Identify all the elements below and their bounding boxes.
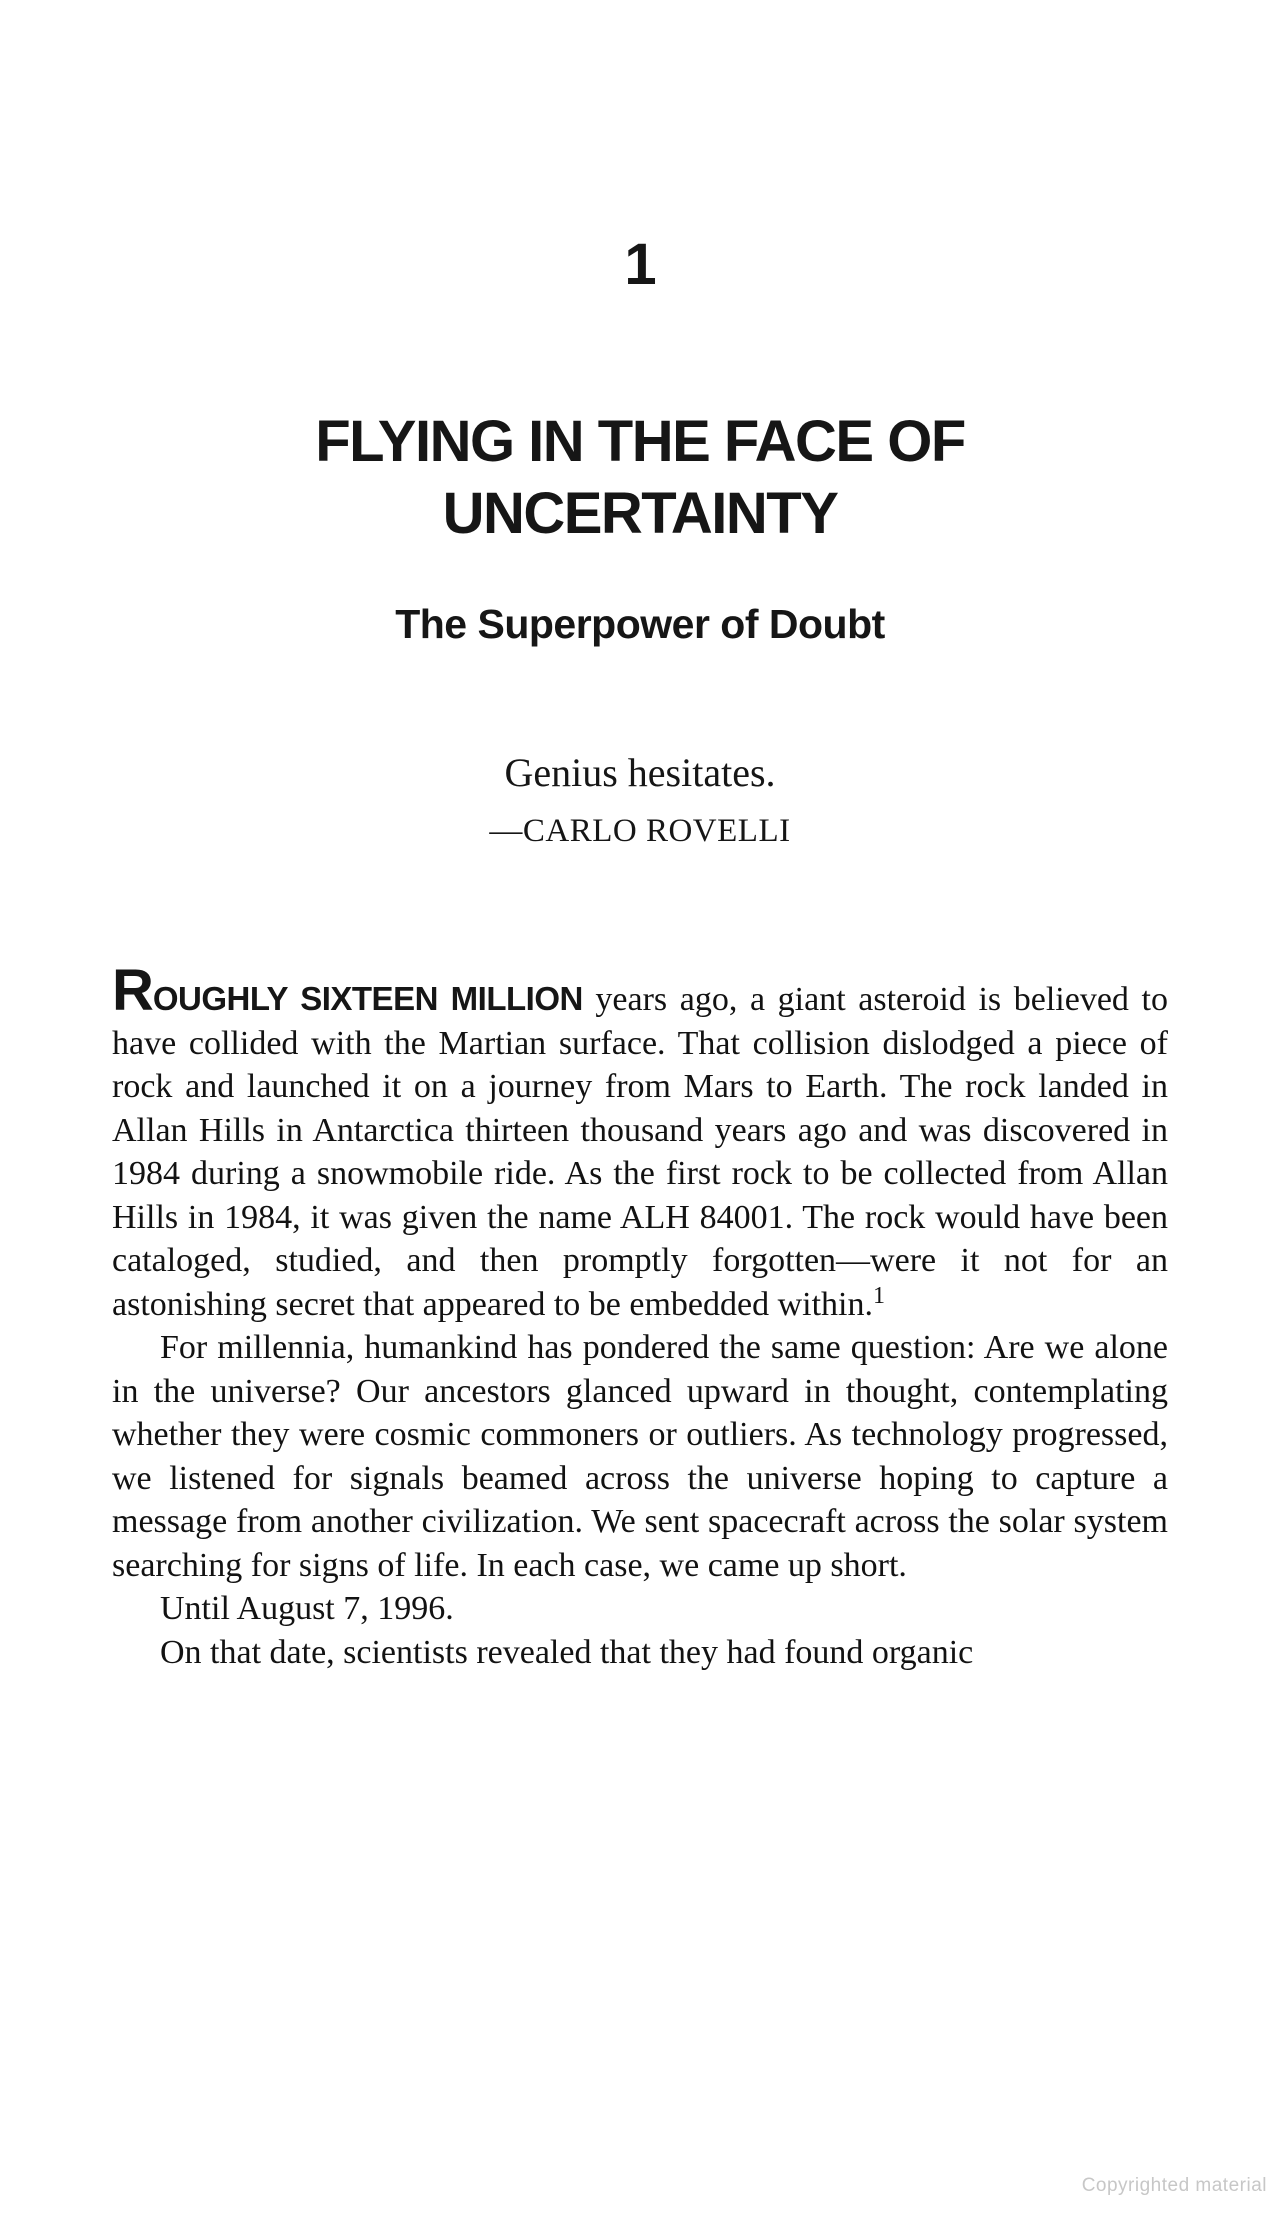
epigraph-attribution: —CARLO ROVELLI [489, 813, 791, 849]
copyright-notice: Copyrighted material [1081, 2175, 1267, 2196]
chapter-title-line-1: FLYING IN THE FACE OF [315, 409, 965, 474]
page-content [112, 232, 1168, 1674]
body-paragraph-4: On that date, scientists revealed that they had found organic [160, 1633, 974, 1671]
chapter-subtitle: The Superpower of Doubt [395, 601, 885, 647]
lead-caps: OUGHLY SIXTEEN MILLION [152, 980, 583, 1017]
body-paragraph-3: Until August 7, 1996. [160, 1590, 454, 1627]
body-paragraph-1 [112, 958, 1168, 1326]
chapter-title-line-2: UNCERTAINTY [442, 481, 838, 546]
book-page [0, 232, 1280, 2219]
chapter-number: 1 [624, 232, 656, 297]
chapter-title [112, 406, 1168, 550]
footnote-reference: 1 [872, 1282, 885, 1309]
body-text [112, 958, 1168, 1674]
body-paragraph-1-text: years ago, a giant asteroid is believed to have collided with the Martian surface. That collision dislodged a piece of rock and launched it on a journey from Mars to Earth. The rock landed in Allan Hills in Antarctica thirteen thousand years ago and was discovered in 1984 during a snowmobile ride. As the first rock to be collected from Allan Hills in 1984, it was given the name ALH 84001. The rock would have been cataloged, studied, and then promptly forgotten—were it not for an astonishing secret that appeared to be embedded within. [112, 981, 1168, 1323]
lead-initial: R [112, 958, 153, 1023]
body-paragraph-2: For millennia, humankind has pondered the same question: Are we alone in the universe? Our ancestors glanced upward in thought, contemplating whether they were cosmic commoners or outliers. As technology progressed, we listened for signals beamed across the universe hoping to capture a message from another civilization. We sent spacecraft across the solar system searching for signs of life. In each case, we came up short. [112, 1329, 1168, 1584]
epigraph-quote: Genius hesitates. [504, 750, 776, 795]
